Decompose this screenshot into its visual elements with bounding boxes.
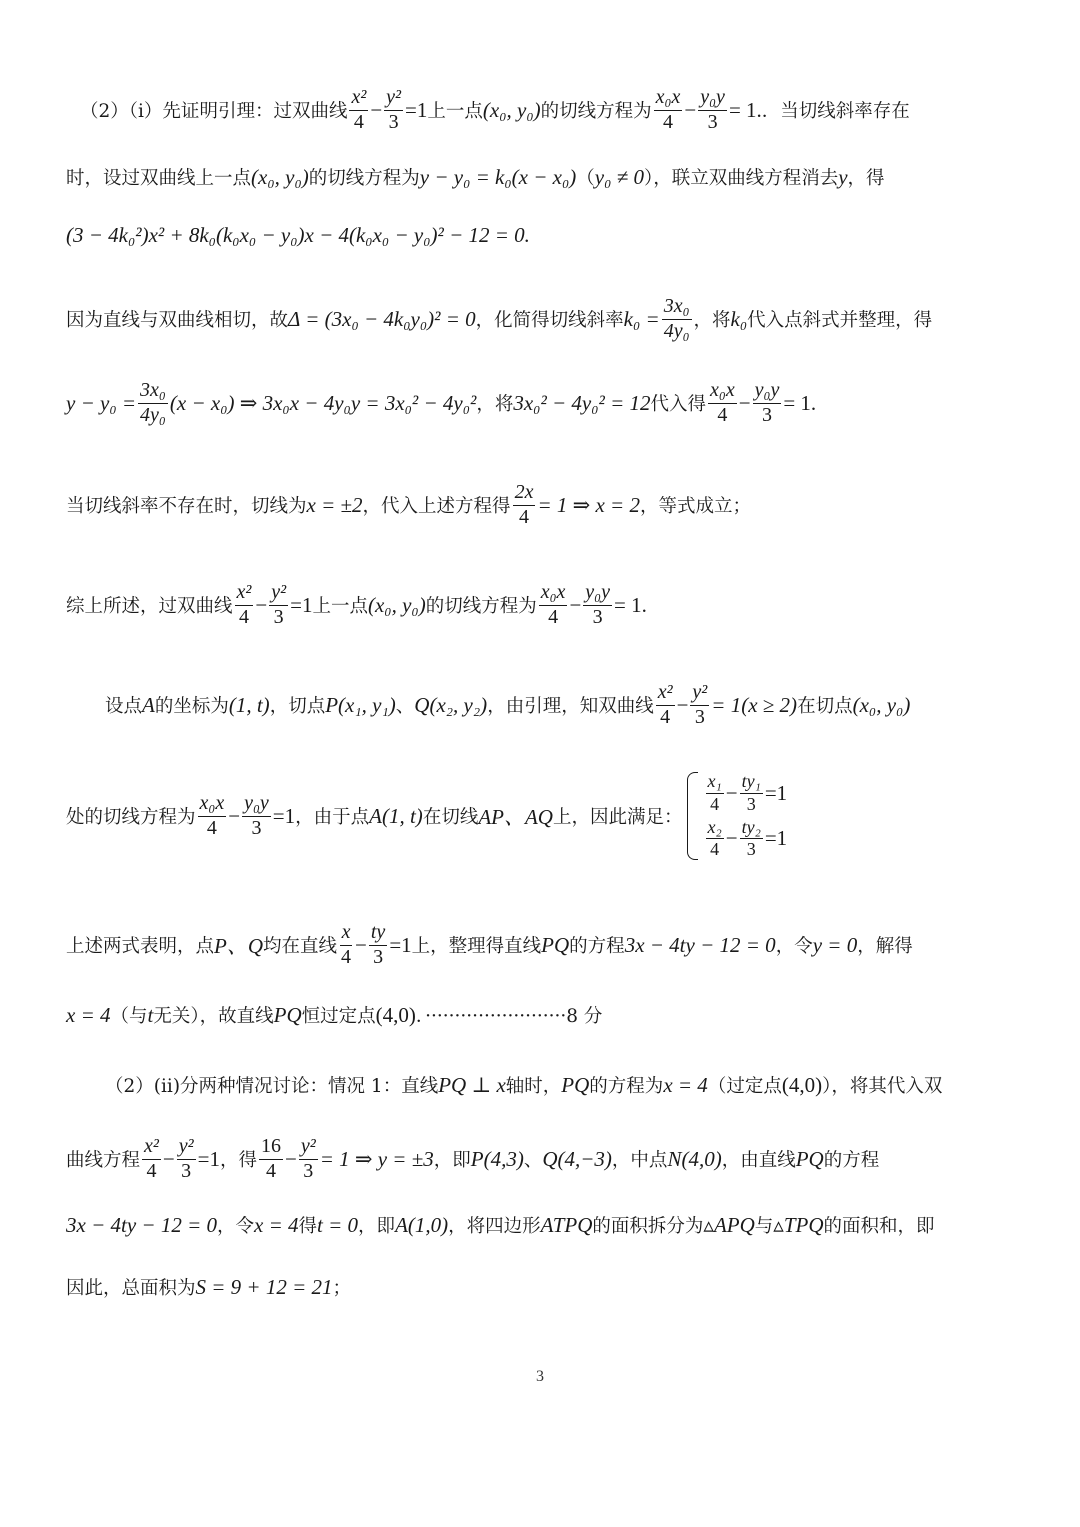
text-p1b: 上一点 [427, 101, 483, 122]
text-p4d: 代入点斜式并整理，得 [747, 310, 933, 331]
text-p15a: 因此，总面积为 [66, 1278, 196, 1299]
line-10 [66, 920, 1018, 970]
fraction-x2-over-4: $\frac{\text{x²}}{4}$ [657, 680, 673, 728]
total-area: S = 9 + 12 = 21 [195, 1274, 333, 1299]
lines-AP-AQ: AP、AQ [478, 805, 553, 829]
text-p1a: （2）（i）先证明引理：过双曲线 [80, 101, 348, 122]
text-p8d: 、 [395, 696, 415, 717]
var-y: y [838, 164, 848, 189]
point-A-1-0: A(1,0) [395, 1212, 449, 1237]
minus-sign: − [284, 1146, 297, 1171]
text-p9d: 上，因此满足： [552, 807, 683, 828]
fraction-x-over-4: $\frac{x}{4}$ [341, 920, 352, 968]
point-P-4-3: P(4,3) [470, 1146, 524, 1171]
line-5 [66, 378, 1018, 428]
text-p12e: ），将其代入双 [822, 1076, 943, 1097]
line-14 [66, 1210, 1018, 1240]
text-p14a: ，令 [217, 1216, 255, 1237]
text-p8f: 在切点 [797, 696, 853, 717]
text-p6c: ，等式成立； [639, 496, 751, 517]
fraction-y0y-over-3: $\frac{\text{y₀y}}{3}$ [754, 378, 780, 426]
line-7 [66, 580, 1018, 630]
text-p2b: 的切线方程为 [308, 168, 420, 189]
equals-one: = 1. [783, 390, 817, 415]
point-Q-4-m3: Q(4,−3) [542, 1146, 612, 1171]
fraction-y0y-over-3: $\frac{\text{y₀y}}{3}$ [585, 580, 610, 628]
x-equals-4: x = 4 [66, 1002, 111, 1027]
text-p6b: ，代入上述方程得 [362, 496, 511, 517]
text-p13e: ，中点 [611, 1150, 668, 1171]
text-p12d: （过定点 [707, 1076, 782, 1097]
text-p5b: 代入得 [650, 394, 707, 415]
text-p4c: ，将 [693, 310, 731, 331]
var-k0: k₀ [730, 306, 748, 331]
triangle-TPQ: ▵TPQ [773, 1212, 824, 1237]
equals-one: =1 [389, 932, 412, 957]
system-row-2: $\frac{\text{x₂}}{4}$ − $\frac{\text{ty₂}}{3}$ =1 [707, 817, 788, 860]
text-p4a: 因为直线与双曲线相切，故 [66, 310, 289, 331]
text-p2e: ，得 [847, 168, 885, 189]
k0-equals: k₀ = [623, 306, 660, 331]
page-number: 3 [536, 1368, 544, 1385]
x-equals-4: x = 4 [663, 1072, 708, 1097]
fraction-x0x-over-4: $\frac{\text{x₀x}}{4}$ [199, 791, 225, 839]
implies-x-2: = 1 ⇒ x = 2 [537, 492, 640, 517]
text-p5a: ，将 [476, 394, 514, 415]
tangent-equation: y − y₀ = k₀(x − x₀) [419, 164, 577, 189]
minus-sign: − [255, 592, 268, 617]
point-x0-y0: (x₀, y₀) [367, 592, 426, 617]
substitution: 3x₀² − 4y₀² = 12 [513, 390, 651, 415]
fraction-y2-over-3: $\frac{\text{y²}}{3}$ [178, 1134, 194, 1182]
quadratic-equation: (3 − 4k₀²)x² + 8k₀(k₀x₀ − y₀)x − 4(k₀x₀ − y₀)² − 12 = 0. [66, 222, 530, 247]
fraction-x2-over-4: $\frac{\text{x²}}{4}$ [236, 580, 252, 628]
fraction-y0y-over-3: $\frac{\text{y₀y}}{3}$ [700, 85, 725, 133]
text-p11d: ．························8 分 [415, 1006, 603, 1027]
fraction-y2-over-3: $\frac{\text{y²}}{3}$ [300, 1134, 316, 1182]
line-13 [66, 1134, 1018, 1184]
equals-one: =1 [272, 803, 296, 828]
discriminant: Δ = (3x₀ − 4k₀y₀)² = 0 [288, 306, 476, 331]
text-p13g: 的方程 [823, 1150, 880, 1171]
text-p14f: 与 [754, 1216, 774, 1237]
t-equals-0: t = 0 [317, 1212, 359, 1237]
equals-one: = 1. [614, 592, 647, 617]
y-plus-minus-3: = 1 ⇒ y = ±3 [319, 1146, 434, 1171]
text-p14c: ，即 [358, 1216, 396, 1237]
point-x0-y0: (x₀, y₀) [251, 164, 309, 189]
text-p15b: ； [332, 1278, 352, 1299]
minus-sign: − [569, 592, 582, 617]
text-p12a: （2）(ii)分两种情况讨论：情况 1：直线 [105, 1076, 439, 1097]
line-PQ: PQ [795, 1146, 824, 1171]
quad-ATPQ: ATPQ [540, 1212, 593, 1237]
text-p9a: 处的切线方程为 [66, 807, 196, 828]
point-N: N(4,0) [667, 1146, 722, 1171]
fraction-x0x-over-4: $\frac{\text{x₀x}}{4}$ [710, 378, 735, 426]
minus-sign: − [355, 932, 367, 957]
text-p13d: 、 [523, 1150, 543, 1171]
point-A: A [142, 692, 155, 717]
text-p12b: 轴时， [505, 1076, 562, 1097]
fraction-y2-over-3: $\frac{\text{y²}}{3}$ [271, 580, 287, 628]
text-p2c: （ [576, 168, 595, 189]
text-p10f: ，解得 [857, 936, 913, 957]
fraction-x2-over-4: $\frac{\text{x²}}{4}$ [144, 1134, 159, 1182]
line-PQ: PQ [273, 1002, 302, 1027]
fraction-16-over-4: $\frac{16}{4}$ [260, 1134, 281, 1182]
text-p11a: （与 [110, 1006, 148, 1027]
line-2 [66, 162, 1018, 192]
fixed-point: (4,0) [375, 1002, 416, 1027]
text-p10a: 上述两式表明，点 [66, 936, 215, 957]
text-p7a: 综上所述，过双曲线 [66, 596, 233, 617]
text-p2d: ），联立双曲线方程消去 [643, 168, 839, 189]
text-p13c: ，即 [433, 1150, 471, 1171]
system-row-1: $\frac{\text{x₁}}{4}$ − $\frac{\text{ty₁}}{3}$ =1 [707, 771, 788, 814]
line-11 [66, 1000, 1018, 1030]
y-equals-0: y = 0 [812, 932, 858, 957]
line-equation: 3x − 4ty − 12 = 0 [66, 1212, 217, 1237]
text-p10d: 的方程 [569, 936, 625, 957]
points-P-Q: P、Q [214, 934, 264, 958]
triangle-APQ: ▵APQ [703, 1212, 755, 1237]
fraction-x2-over-4: $\frac{\text{x²}}{4}$ [351, 85, 367, 133]
equals-one: =1 [290, 592, 313, 617]
fraction-x0x-over-4: $\frac{\text{x₀x}}{4}$ [540, 580, 566, 628]
line-9 [66, 758, 1018, 874]
minus-sign: − [738, 390, 751, 415]
fraction-y2-over-3: $\frac{\text{y²}}{3}$ [386, 85, 402, 133]
x-plus-minus-2: x = ±2 [306, 492, 363, 517]
text-p13b: ，得 [219, 1150, 257, 1171]
fraction-2x-over-4: $\frac{2x}{4}$ [514, 480, 534, 528]
line-12 [105, 1070, 1018, 1100]
text-p1d: ．当切线斜率存在 [761, 101, 910, 122]
text-p14b: 得 [298, 1216, 318, 1237]
condition-x-ge-2: = 1(x ≥ 2) [711, 692, 798, 717]
text-p14d: ，将四边形 [448, 1216, 541, 1237]
text-p6a: 当切线斜率不存在时，切线为 [66, 496, 307, 517]
x-equals-4: x = 4 [254, 1212, 299, 1237]
point-x0-y0: (x₀, y₀) [482, 97, 541, 122]
text-p2a: 时，设过双曲线上一点 [66, 168, 252, 189]
fraction-ty-over-3: $\frac{ty}{3}$ [370, 920, 386, 968]
text-p8c: ，切点 [269, 696, 326, 717]
text-p8a: 设点 [105, 696, 143, 717]
point-Q: Q(x₂, y₂) [414, 692, 488, 717]
text-p9c: 在切线 [422, 807, 479, 828]
point-A-1-t: A(1, t) [369, 803, 423, 828]
line-PQ: PQ [561, 1072, 590, 1097]
line-4 [66, 294, 1018, 344]
minus-sign: − [684, 97, 697, 122]
text-p11c: 恒过定点 [301, 1006, 376, 1027]
text-p11b: 无关），故直线 [153, 1006, 274, 1027]
text-p1c: 的切线方程为 [540, 101, 652, 122]
line-3 [66, 220, 1018, 250]
coord-1-t: (1, t) [228, 692, 270, 717]
text-p14g: 的面积和，即 [823, 1216, 935, 1237]
line-15 [66, 1272, 1018, 1302]
text-p7b: 上一点 [312, 596, 368, 617]
minus-sign: − [676, 692, 689, 717]
text-p7c: 的切线方程为 [425, 596, 537, 617]
fraction-slope: $\frac{\text{3x₀}}{\text{4y₀}}$ [140, 378, 166, 426]
var-t: t [147, 1002, 154, 1027]
equals-one: =1 [405, 97, 428, 122]
minus-sign: − [228, 803, 241, 828]
derivation: (x − x₀) ⇒ 3x₀x − 4y₀y = 3x₀² − 4y₀² [169, 390, 477, 415]
fraction-x0x-over-4: $\frac{\text{x₀x}}{4}$ [655, 85, 681, 133]
fraction-slope: $\frac{\text{3x₀}}{\text{4y₀}}$ [663, 294, 690, 342]
fraction-y0y-over-3: $\frac{\text{y₀y}}{3}$ [244, 791, 269, 839]
fixed-point: (4,0) [781, 1072, 823, 1097]
point-P: P(x₁, y₁) [325, 692, 396, 717]
text-p12c: 的方程为 [589, 1076, 664, 1097]
text-p4b: ，化简得切线斜率 [475, 310, 624, 331]
line-8 [105, 680, 1018, 730]
minus-sign: − [162, 1146, 175, 1171]
text-p10c: 上，整理得直线 [411, 936, 542, 957]
text-p10e: ，令 [775, 936, 813, 957]
equals-one: =1 [197, 1146, 220, 1171]
equals-one: = 1. [728, 97, 762, 122]
left-brace [687, 772, 698, 860]
line-6 [66, 480, 1018, 530]
fraction-y2-over-3: $\frac{\text{y²}}{3}$ [692, 680, 708, 728]
text-p8e: ，由引理，知双曲线 [487, 696, 654, 717]
text-p13a: 曲线方程 [66, 1150, 141, 1171]
text-p13f: ，由直线 [721, 1150, 796, 1171]
equation-system [687, 772, 788, 860]
text-p8b: 的坐标为 [154, 696, 229, 717]
text-p14e: 的面积拆分为 [592, 1216, 704, 1237]
line-equation: 3x − 4ty − 12 = 0 [624, 932, 776, 957]
minus-sign: − [370, 97, 383, 122]
PQ-perp-x: PQ ⊥ x [438, 1072, 506, 1097]
point-slope-lhs: y − y₀ = [66, 390, 137, 415]
text-p10b: 均在直线 [263, 936, 338, 957]
y0-nonzero: y₀ ≠ 0 [594, 164, 644, 189]
text-p9b: ，由于点 [295, 807, 370, 828]
line-1 [80, 85, 1018, 133]
point-x0-y0: (x₀, y₀) [852, 692, 911, 717]
line-PQ: PQ [541, 932, 570, 957]
